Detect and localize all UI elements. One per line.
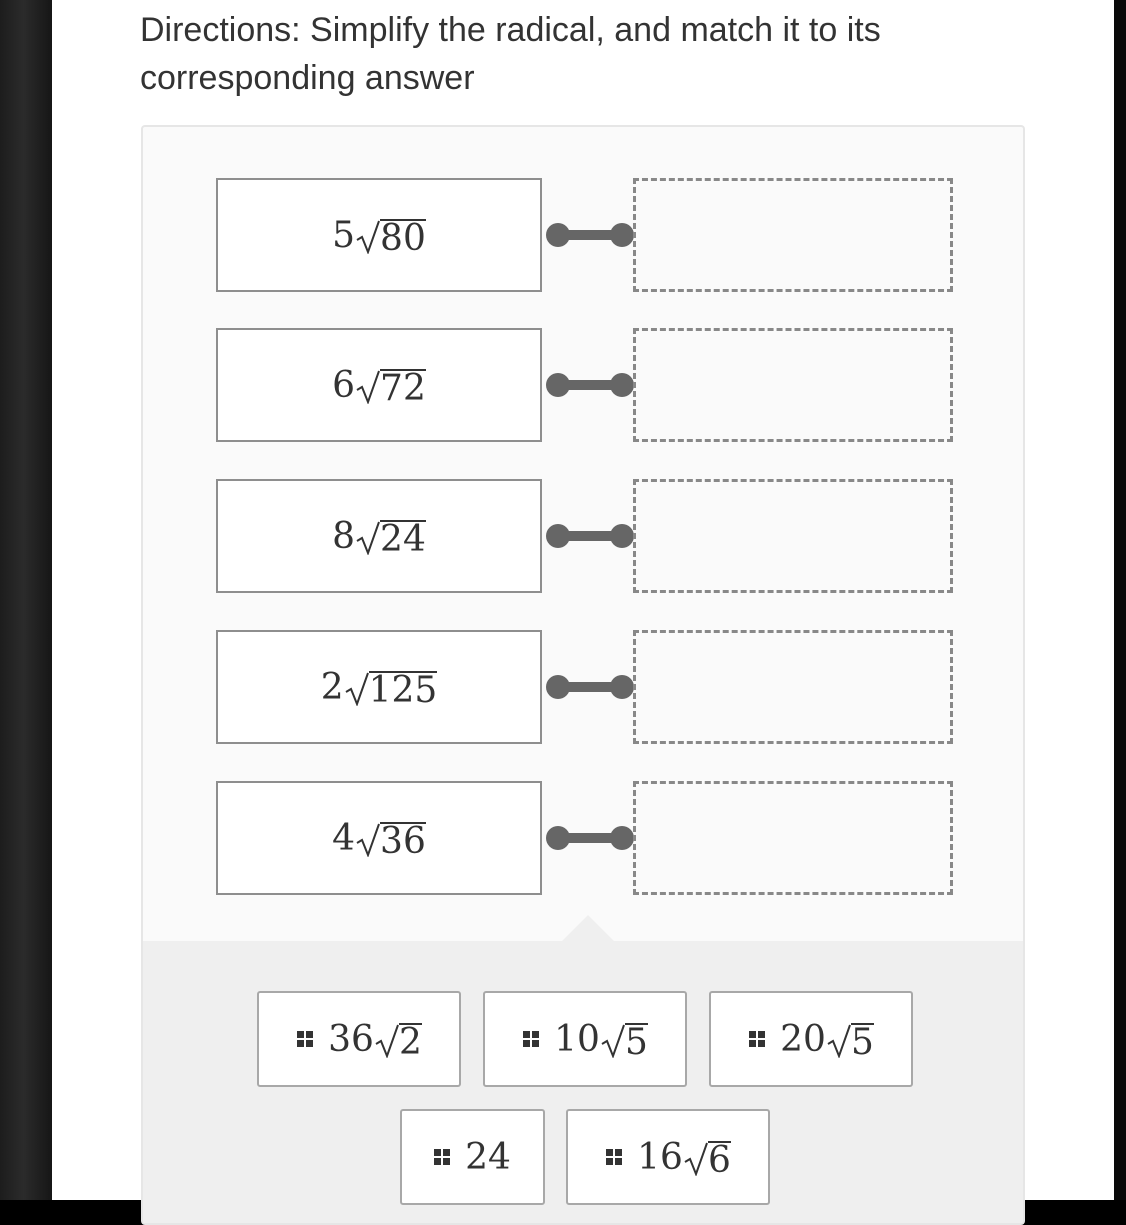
radical-sign-icon bbox=[827, 1024, 851, 1058]
radical-sign-icon bbox=[345, 672, 369, 706]
radical-expression: 16 6 bbox=[637, 1136, 731, 1181]
grip-dots-icon bbox=[433, 1148, 451, 1166]
link-connector-icon bbox=[544, 221, 636, 249]
radical-expression: 2 125 bbox=[320, 666, 438, 711]
answer-tile[interactable] bbox=[709, 991, 913, 1087]
left-edge bbox=[0, 0, 52, 1200]
answer-tile[interactable] bbox=[483, 991, 687, 1087]
grip-dots-icon bbox=[522, 1030, 540, 1048]
radical-sign-icon bbox=[684, 1142, 708, 1176]
tray-notch bbox=[560, 915, 616, 943]
prompt-item bbox=[216, 479, 542, 593]
drop-zone[interactable] bbox=[633, 328, 953, 442]
radical-expression: 6 72 bbox=[332, 364, 426, 409]
radical-expression: 5 80 bbox=[332, 214, 426, 259]
drop-zone[interactable] bbox=[633, 479, 953, 593]
radical-sign-icon bbox=[356, 823, 380, 857]
prompt-item bbox=[216, 328, 542, 442]
link-connector-icon bbox=[544, 522, 636, 550]
drop-zone[interactable] bbox=[633, 630, 953, 744]
radical-expression: 20 5 bbox=[780, 1018, 874, 1063]
radical-sign-icon bbox=[375, 1024, 399, 1058]
prompt-item bbox=[216, 781, 542, 895]
link-connector-icon bbox=[544, 673, 636, 701]
plain-number: 24 bbox=[465, 1136, 511, 1178]
radical-sign-icon bbox=[356, 370, 380, 404]
radical-sign-icon bbox=[356, 220, 380, 254]
radical-sign-icon bbox=[601, 1024, 625, 1058]
link-connector-icon bbox=[544, 824, 636, 852]
matching-panel bbox=[141, 125, 1025, 1225]
prompt-item bbox=[216, 630, 542, 744]
answer-tile[interactable] bbox=[400, 1109, 545, 1205]
radical-expression: 10 5 bbox=[554, 1018, 648, 1063]
right-edge bbox=[1114, 0, 1126, 1200]
radical-sign-icon bbox=[356, 521, 380, 555]
radical-expression: 36 2 bbox=[328, 1018, 422, 1063]
page bbox=[52, 0, 1114, 1200]
radical-expression: 8 24 bbox=[332, 515, 426, 560]
grip-dots-icon bbox=[748, 1030, 766, 1048]
grip-dots-icon bbox=[605, 1148, 623, 1166]
drop-zone[interactable] bbox=[633, 178, 953, 292]
answer-tile[interactable] bbox=[566, 1109, 770, 1205]
answer-tile[interactable] bbox=[257, 991, 461, 1087]
grip-dots-icon bbox=[296, 1030, 314, 1048]
directions-text: Directions: Simplify the radical, and match it to its corresponding answer bbox=[140, 11, 881, 97]
link-connector-icon bbox=[544, 371, 636, 399]
prompt-item bbox=[216, 178, 542, 292]
drop-zone[interactable] bbox=[633, 781, 953, 895]
radical-expression: 4 36 bbox=[332, 817, 426, 862]
